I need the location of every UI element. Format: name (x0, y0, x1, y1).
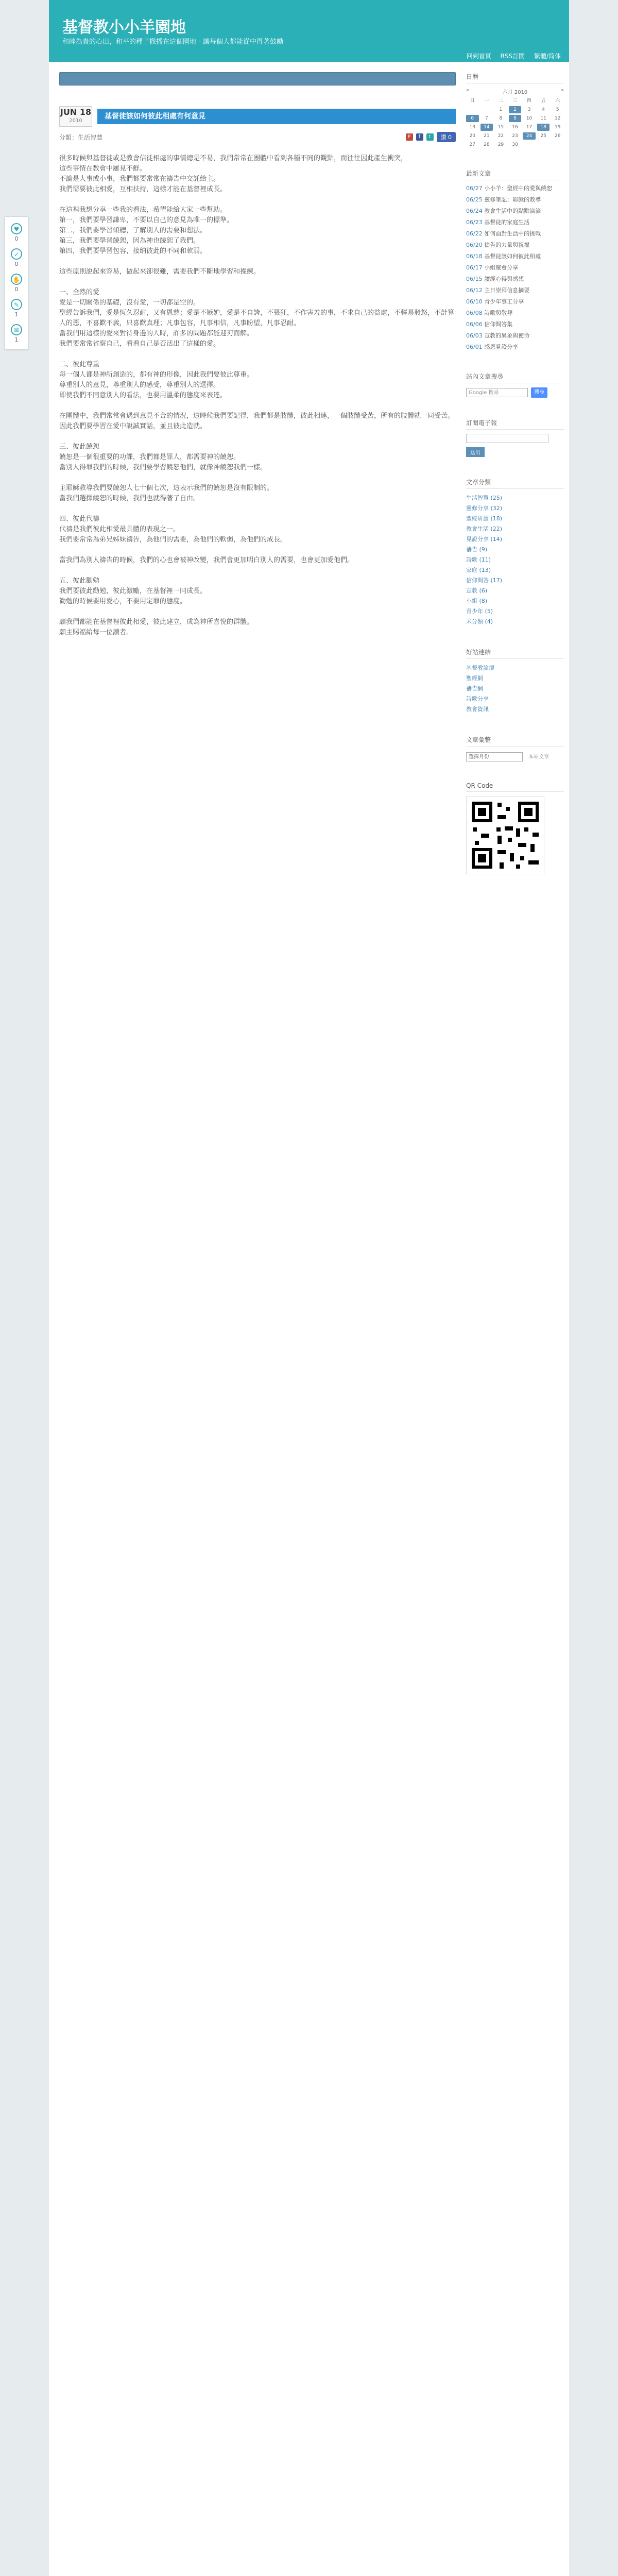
recent-item[interactable] (466, 241, 564, 249)
post-date-badge (59, 106, 92, 127)
recent-item-date: 06/08 (466, 310, 483, 316)
recent-item-title[interactable]: 感恩見證分享 (484, 344, 519, 350)
facebook-icon[interactable]: f (416, 133, 423, 141)
archive-select[interactable]: 選擇月份 (466, 752, 523, 761)
recent-item-title[interactable]: 基督徒該如何彼此相處 (484, 253, 541, 260)
share-item-hand[interactable] (6, 274, 27, 293)
recent-item-title[interactable]: 基督徒的家庭生活 (484, 219, 530, 226)
hand-icon: ✋ (11, 274, 22, 285)
category-link[interactable]: 靈修分享 (32) (466, 505, 503, 512)
calendar-day: 3 (527, 107, 531, 112)
calendar-day[interactable]: 6 (466, 115, 479, 122)
calendar-day: 11 (540, 116, 546, 121)
category-link[interactable]: 小組 (8) (466, 598, 488, 604)
friend-link[interactable]: 詩歌分享 (466, 696, 489, 702)
recent-item-date: 06/17 (466, 264, 483, 271)
calendar-day: 26 (554, 133, 561, 139)
top-banner-bar (59, 72, 456, 86)
subscribe-title: 訂閱電子報 (466, 418, 564, 430)
calendar-day[interactable]: 14 (480, 124, 493, 131)
post-header (59, 106, 456, 127)
calendar-day: 27 (469, 142, 475, 147)
calendar-day: 20 (469, 133, 475, 139)
calendar-next[interactable]: » (560, 88, 564, 93)
post-paragraph: 一、全然的愛 愛是一切關係的基礎，沒有愛，一切都是空的。 聖經告訴我們，愛是恆久忍耐，又有恩慈；愛是不嫉妒，愛是不自誇，不張狂，不作害羞的事，不求自己的益處，不輕易發怒，不計算人的惡，不喜歡不義，只喜歡真理；凡事包容，凡事相信，凡事盼望，凡事忍耐。 當我們用這樣的愛來對待身邊的人時，許多的問題都能迎刃而解。 我們要常常省察自己，看看自己是否活出了這樣的愛。 (59, 289, 455, 348)
calendar-day (466, 106, 479, 113)
recent-item[interactable] (466, 264, 564, 272)
recent-item-date: 06/24 (466, 208, 483, 214)
post-paragraph: 五、彼此勸勉 我們要彼此勸勉，彼此激勵，在基督裡一同成長。 勸勉的時候要用愛心，不要用定罪的態度。 (59, 577, 207, 605)
recent-item-date: 06/18 (466, 253, 483, 260)
share-count: 1 (14, 336, 19, 343)
category-widget (466, 478, 564, 627)
friend-link[interactable]: 基督教論壇 (466, 665, 494, 671)
archive-widget (466, 735, 564, 761)
recent-item-title[interactable]: 靈修筆記：耶穌的教導 (484, 196, 541, 203)
calendar-weekday: 六 (555, 98, 560, 104)
main-content (59, 72, 456, 648)
category-title: 文章分類 (466, 478, 564, 489)
share-count: 0 (14, 261, 19, 267)
post-paragraph: 願我們都能在基督裡彼此相愛，彼此建立，成為神所喜悅的群體。 願主賜福給每一位讀者。 (59, 618, 254, 636)
recent-item[interactable] (466, 218, 564, 227)
plurk-icon[interactable]: P (406, 133, 413, 141)
calendar-grid (466, 97, 564, 148)
calendar-day: 12 (554, 116, 561, 121)
qr-title: QR Code (466, 782, 564, 792)
recent-item-date: 06/12 (466, 287, 483, 294)
recent-item-title[interactable]: 主日崇拜信息摘要 (484, 287, 530, 294)
calendar-day: 16 (512, 125, 518, 130)
calendar-day: 30 (512, 142, 518, 147)
recent-item-title[interactable]: 詩歌與敬拜 (484, 310, 513, 316)
calendar-day: 29 (497, 142, 504, 147)
friend-link[interactable]: 教會資訊 (466, 706, 489, 713)
recent-item[interactable] (466, 343, 564, 351)
calendar-day: 15 (497, 125, 504, 130)
post-paragraph: 當我們為別人禱告的時候，我們的心也會被神改變，我們會更加明白別人的需要，也會更加愛他們。 (59, 556, 354, 564)
calendar-day: 23 (512, 133, 518, 139)
nav-lang[interactable]: 繁體/简体 (534, 53, 561, 60)
archive-title: 文章彙整 (466, 735, 564, 747)
recent-item-date: 06/15 (466, 276, 483, 282)
category-link[interactable]: 家庭 (13) (466, 567, 491, 573)
share-item-email[interactable] (6, 324, 27, 343)
category-list (466, 493, 564, 627)
qr-code-graphic (467, 796, 544, 874)
blog-title[interactable]: 基督教小小羊園地 (62, 19, 186, 37)
calendar (466, 88, 564, 148)
calendar-header (466, 88, 564, 95)
like-icon: ♥ (11, 223, 22, 234)
search-button[interactable]: 搜尋 (531, 387, 547, 398)
post-paragraph: 很多時候與基督徒或是教會信徒相處的事情總是不易，我們常常在團體中看到各種不同的觀點，而往往因此產生衝突， 這些事情在教會中屢見不鮮。 不論是大事或小事，我們都要常常在禱告中交託給主。 我們需要彼此相愛，互相扶持，這樣才能在基督裡成長。 (59, 155, 408, 193)
post-body (59, 154, 456, 638)
recent-item[interactable] (466, 320, 564, 329)
recent-widget (466, 169, 564, 351)
post-date-year: 2010 (69, 118, 82, 124)
recent-title: 最新文章 (466, 169, 564, 180)
post-meta (59, 132, 456, 142)
post-date-month: JUN 18 (60, 107, 92, 117)
recent-item-title[interactable]: 讀經心得與感想 (484, 276, 524, 282)
calendar-weekday: 五 (541, 98, 546, 104)
category-link[interactable]: 青少年 (5) (466, 608, 493, 615)
calendar-day: 10 (526, 116, 533, 121)
calendar-day: 17 (526, 125, 533, 130)
calendar-day: 21 (484, 133, 490, 139)
post-title[interactable]: 基督徒該如何彼此相處有何意見 (97, 109, 456, 124)
friend-link[interactable]: 聖經網 (466, 675, 483, 682)
calendar-day: 22 (497, 133, 504, 139)
links-widget (466, 648, 564, 715)
links-list (466, 663, 564, 715)
recent-item-date: 06/01 (466, 344, 483, 350)
recent-item-title[interactable]: 小小羊：聖經中的愛與饒恕 (484, 185, 553, 192)
category-link[interactable]: 聖經研讀 (18) (466, 515, 503, 522)
calendar-day (523, 141, 536, 148)
links-title: 好站連結 (466, 648, 564, 659)
calendar-title: 日曆 (466, 72, 564, 83)
twitter-icon[interactable]: t (426, 133, 434, 141)
recent-item[interactable] (466, 230, 564, 238)
post-paragraph: 在這裡我想分享一些我的看法，希望能給大家一些幫助。 第一，我們要學習謙卑，不要以自己的意見為唯一的標準。 第二，我們要學習傾聽，了解別人的需要和想法。 第三，我們要學習饒恕，因為神也饒恕了我們。 第四，我們要學習包容，接納彼此的不同和軟弱。 (59, 206, 234, 255)
recent-item-date: 06/25 (466, 196, 483, 203)
subscribe-widget (466, 418, 564, 457)
recent-item[interactable] (466, 184, 564, 193)
recent-item-date: 06/20 (466, 242, 483, 248)
search-title: 站內文章搜尋 (466, 372, 564, 383)
post-paragraph: 在團體中，我們常常會遇到意見不合的情況，這時候我們要記得，我們都是肢體，彼此相連，一個肢體受苦，所有的肢體就一同受苦。 因此我們要學習在愛中說誠實話，並且彼此造就。 (59, 412, 455, 430)
category-link[interactable]: 教會生活 (22) (466, 526, 503, 532)
calendar-day[interactable]: 9 (509, 115, 522, 122)
recent-item[interactable] (466, 309, 564, 317)
share-count: 0 (14, 286, 19, 293)
post-category[interactable]: 分類：生活智慧 (59, 133, 103, 141)
subscribe-input[interactable] (466, 434, 548, 443)
recent-list (466, 184, 564, 351)
recent-item-title[interactable]: 教會生活中的點點滴滴 (484, 208, 541, 214)
qr-widget (466, 782, 564, 874)
calendar-day (551, 141, 564, 148)
category-link[interactable]: 禱告 (9) (466, 546, 488, 553)
fb-like-button[interactable]: 讚 0 (437, 132, 456, 142)
thumb-icon: ✓ (11, 248, 22, 260)
recent-item-date: 06/06 (466, 321, 483, 328)
calendar-day: 25 (540, 133, 546, 139)
nav-home[interactable]: 回到首頁 (466, 53, 491, 60)
category-link[interactable]: 未分類 (4) (466, 618, 493, 625)
recent-item-date: 06/10 (466, 298, 483, 305)
recent-item-date: 06/03 (466, 332, 483, 339)
calendar-day[interactable]: 2 (509, 106, 522, 113)
calendar-day[interactable]: 24 (523, 132, 536, 140)
recent-item[interactable] (466, 298, 564, 306)
qr-code (466, 796, 544, 874)
recent-item[interactable] (466, 286, 564, 295)
post-paragraph: 四、彼此代禱 代禱是我們彼此相愛最具體的表現之一。 我們要常常為弟兄姊妹禱告，為他們的需要，為他們的軟弱，為他們的成長。 (59, 515, 287, 544)
calendar-day: 8 (499, 116, 503, 121)
category-link[interactable]: 信仰問答 (17) (466, 577, 503, 584)
calendar-day: 5 (556, 107, 559, 112)
page (49, 0, 569, 2576)
post-share-tools (406, 132, 456, 142)
calendar-day: 7 (485, 116, 488, 121)
recent-item-title[interactable]: 信仰問答集 (484, 321, 513, 328)
recent-item-title[interactable]: 禱告的力量與祝福 (484, 242, 530, 248)
share-bar (4, 216, 29, 350)
calendar-weekday: 三 (512, 98, 518, 104)
search-row (466, 387, 564, 398)
recent-item-title[interactable]: 宣教的異象與使命 (484, 332, 530, 339)
recent-item[interactable] (466, 252, 564, 261)
post-paragraph: 三、彼此饒恕 饒恕是一個很重要的功課，我們都是罪人，都需要神的饒恕。 當別人得罪我們的時候，我們要學習饒恕他們，就像神饒恕我們一樣。 (59, 443, 267, 471)
category-link[interactable]: 生活智慧 (25) (466, 495, 503, 501)
recent-item-title[interactable]: 如何面對生活中的挑戰 (484, 230, 541, 237)
calendar-day (480, 106, 493, 113)
archive-note: 本站文章 (528, 754, 550, 760)
post-paragraph: 這些原則說起來容易，做起來卻很難，需要我們不斷地學習和操練。 (59, 268, 261, 276)
calendar-weekday: 日 (470, 98, 475, 104)
post-paragraph: 二、彼此尊重 每一個人都是神所創造的，都有神的形像，因此我們要彼此尊重。 尊重別人的意見，尊重別人的感受，尊重別人的選擇。 即使我們不同意別人的看法，也要用溫柔的態度來表達。 (59, 361, 254, 399)
share-item-like[interactable] (6, 223, 27, 242)
calendar-day: 1 (499, 107, 503, 112)
email-icon: ✉ (11, 324, 22, 335)
calendar-day[interactable]: 18 (537, 124, 550, 131)
recent-item[interactable] (466, 275, 564, 283)
header (49, 0, 569, 62)
calendar-month: 六月 2010 (502, 90, 528, 95)
comment-icon: ✎ (11, 299, 22, 310)
post-paragraph: 主耶穌教導我們要饒恕人七十個七次，這表示我們的饒恕是沒有限制的。 當我們選擇饒恕的時候，我們也就得著了自由。 (59, 484, 274, 502)
category-link[interactable]: 詩歌 (11) (466, 556, 491, 563)
calendar-widget (466, 72, 564, 148)
nav-rss[interactable]: RSS訂閱 (500, 53, 525, 60)
calendar-prev[interactable]: « (466, 88, 470, 93)
calendar-day: 28 (484, 142, 490, 147)
calendar-day: 19 (554, 125, 561, 130)
subscribe-button[interactable]: 送出 (466, 447, 485, 457)
calendar-weekday: 二 (498, 98, 503, 104)
top-nav (459, 52, 561, 60)
calendar-weekday: 四 (527, 98, 532, 104)
blog-description: 和睦為貴的心田，和平的種子撒播在這個園地 - 讓每個人都能從中得著鼓勵 (62, 38, 283, 46)
friend-link[interactable]: 禱告網 (466, 685, 483, 692)
recent-item-date: 06/27 (466, 185, 483, 192)
recent-item-date: 06/22 (466, 230, 483, 237)
category-link[interactable]: 見證分享 (14) (466, 536, 503, 543)
share-item-thumb[interactable] (6, 248, 27, 267)
share-count: 0 (14, 235, 19, 242)
calendar-day (537, 141, 550, 148)
share-count: 1 (14, 311, 19, 318)
recent-item-date: 06/23 (466, 219, 483, 226)
recent-item-title[interactable]: 小組聚會分享 (484, 264, 519, 271)
share-item-comment[interactable] (6, 299, 27, 318)
calendar-day: 13 (469, 125, 475, 130)
calendar-weekday: 一 (484, 98, 489, 104)
recent-item[interactable] (466, 332, 564, 340)
search-widget (466, 372, 564, 398)
sidebar (466, 72, 564, 895)
recent-item-title[interactable]: 青少年事工分享 (484, 298, 524, 305)
search-input[interactable]: Google 搜尋 (466, 388, 528, 397)
recent-item[interactable] (466, 207, 564, 215)
calendar-day: 4 (542, 107, 545, 112)
recent-item[interactable] (466, 196, 564, 204)
category-link[interactable]: 宣教 (6) (466, 587, 488, 594)
